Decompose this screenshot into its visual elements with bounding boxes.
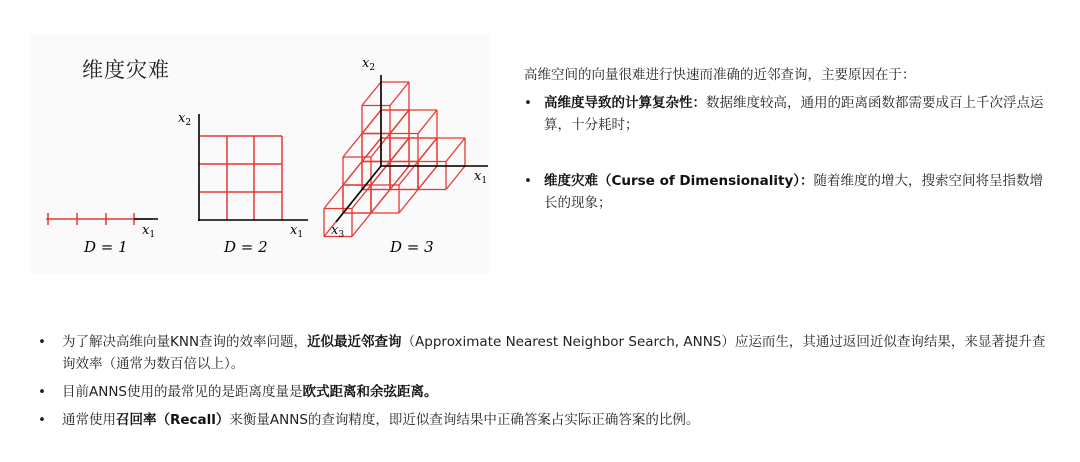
d3-caption: D = 3 <box>390 238 434 256</box>
slide-title: 维度灾难 <box>82 58 170 82</box>
d1-diagram <box>46 213 158 256</box>
anns-list <box>38 331 1048 431</box>
intro-text: 高维空间的向量很难进行快速而准确的近邻查询，主要原因在于： <box>524 67 916 83</box>
d2-caption: D = 2 <box>224 238 268 256</box>
cube-edge <box>343 162 362 186</box>
dimension-figure <box>0 0 520 290</box>
d3-diagram <box>324 56 488 256</box>
cube-edge <box>371 190 390 214</box>
cube-edge <box>390 138 409 162</box>
cube-edge <box>324 185 343 209</box>
cube-edge <box>343 134 362 158</box>
list-item: • 高维度导致的计算复杂性：数据维度较高，通用的距离函数都需要成百上千次浮点运算，十分耗时； <box>524 92 1044 136</box>
d2-y-label: $x_2$ <box>178 111 192 128</box>
cube-edge <box>446 166 465 190</box>
cube-edge <box>418 166 437 190</box>
cube-edge <box>418 110 437 134</box>
d3-z-label: $x_3$ <box>331 223 345 240</box>
d2-diagram <box>178 111 308 256</box>
cube-edge <box>390 82 409 106</box>
d1-caption: D = 1 <box>84 238 128 256</box>
right-text <box>524 64 1044 224</box>
d3-y-label: $x_2$ <box>362 56 376 73</box>
d3-x-label: $x_1$ <box>474 169 488 186</box>
cube-edge <box>352 213 371 237</box>
cube-edge <box>362 110 381 134</box>
list-item: • 目前ANNS使用的最常见的是距离度量是欧式距离和余弦距离。 <box>38 381 1048 403</box>
cube-edge <box>399 190 418 214</box>
cube-edge <box>418 138 437 162</box>
reason-list <box>524 92 1044 214</box>
list-item: • 通常使用召回率（Recall）来衡量ANNS的查询精度，即近似查询结果中正确答案占实际正确答案的比例。 <box>38 409 1048 431</box>
d2-grid <box>199 136 282 220</box>
cube-edge <box>362 82 381 106</box>
d1-axis-label: $x_1$ <box>142 223 156 240</box>
d3-cubes <box>324 82 465 237</box>
cube-edge <box>446 138 465 162</box>
cube-edge <box>390 110 409 134</box>
bottom-text <box>38 331 1048 437</box>
list-item: • 为了解决高维向量KNN查询的效率问题，近似最近邻查询（Approximate Nearest Neighbor Search, ANNS）应运而生，其通过返回近似查询结果，来显著提升查询效率（通常为数百倍以上）。 <box>38 331 1048 375</box>
d2-x-label: $x_1$ <box>290 223 304 240</box>
list-item: • 维度灾难（Curse of Dimensionality）：随着维度的增大，搜索空间将呈指数增长的现象； <box>524 170 1044 214</box>
